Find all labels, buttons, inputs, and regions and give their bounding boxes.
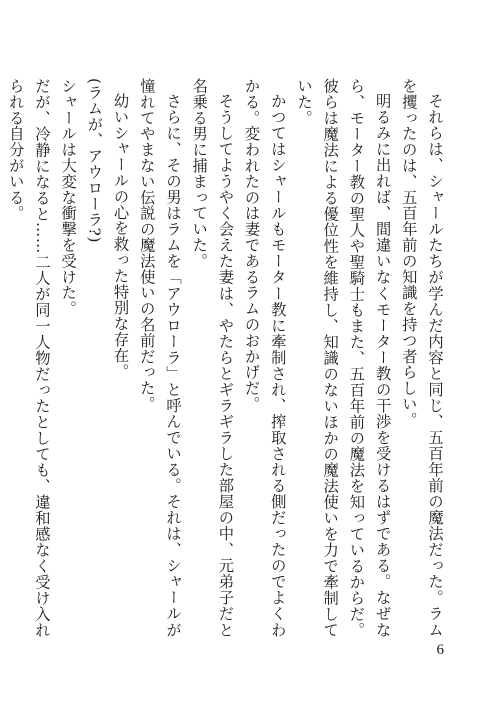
paragraph-6: 幼いシャールの心を救った特別な存在。 (111, 93, 130, 380)
paragraph-4: そうしてようやく会えた妻は、やたらとギラギラした部屋の中、元弟子だと名乗る男に捕まっていた。 (190, 78, 235, 638)
paragraph-7: (ラムが、アウローラ?) (85, 78, 104, 244)
paragraph-8: シャールは大変な衝撃を受けた。 (59, 78, 78, 317)
vertical-body-text (6, 78, 448, 638)
paragraph-5: さらに、その男はラムを「アウローラ」と呼んでいる。それは、シャールが憧れてやまない伝説の魔法使いの名前だった。 (137, 78, 182, 638)
paragraph-2: 明るみに出れば、間違いなくモーター教の干渉を受けるはずである。なぜなら、モーター教の聖人や聖騎士もまた、五百年前の魔法を知っているからだ。彼らは魔法による優位性を維持し、知識のないほかの魔法使いを力で牽制していた。 (294, 78, 392, 638)
paragraph-9: だが、冷静になると……二人が同一人物だったとしても、違和感なく受け入れられる自分がいる。 (6, 78, 51, 638)
paragraph-1: それらは、シャールたちが学んだ内容と同じ、五百年前の魔法だった。ラムを攫ったのは、五百年前の知識を持つ者らしい。 (399, 78, 444, 638)
page-number: 6 (436, 642, 444, 658)
paragraph-10 (0, 78, 3, 638)
paragraph-3: かつてはシャールもモーター教に牽制され、搾取される側だったのでよくわかる。変われたのは妻であるラムのおかげだ。 (242, 78, 287, 638)
